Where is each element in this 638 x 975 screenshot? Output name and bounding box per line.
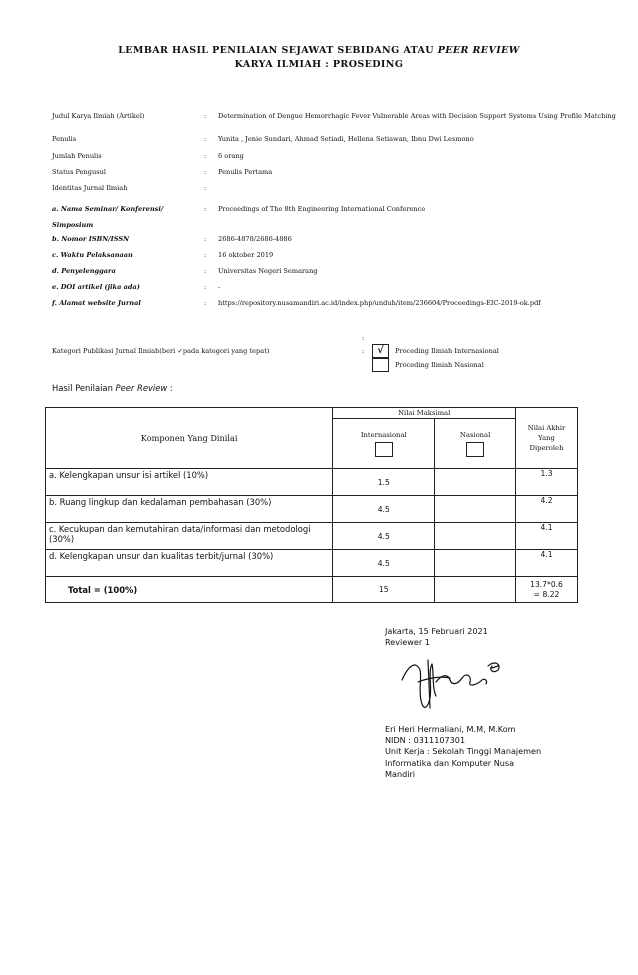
review-heading-italic: Peer Review (115, 383, 168, 393)
field-colon: : (204, 235, 207, 243)
field-label: c. Waktu Pelaksanaan (52, 251, 133, 259)
row-intl: 4.5 (333, 496, 435, 523)
row-nat (435, 469, 516, 496)
row-final: 4.2 (516, 496, 578, 523)
row-final: 4.1 (516, 523, 578, 550)
row-label: b. Ruang lingkup dan kedalaman pembahasan (30%) (46, 496, 333, 523)
field-colon: : (204, 299, 207, 307)
field-colon: : (204, 135, 207, 143)
table-row (46, 496, 578, 523)
category-colon-top: : (362, 334, 365, 342)
field-value: Universitas Negeri Semarang (218, 267, 318, 275)
header-international (333, 419, 435, 469)
field-label: Jumlah Penulis (52, 152, 102, 160)
field-label: b. Nomor ISBN/ISSN (52, 235, 130, 243)
field-colon: : (204, 283, 207, 291)
field-colon: : (204, 152, 207, 160)
category-label: Kategori Publikasi Jurnal Ilmiah(beri ✓pada kategori yang tepat) (52, 347, 270, 355)
category-colon: : (362, 347, 365, 355)
table-total-row (46, 577, 578, 603)
field-value: Penulis Pertama (218, 168, 273, 176)
title-line1: LEMBAR HASIL PENILAIAN SEJAWAT SEBIDANG ATAU (118, 45, 438, 56)
field-value: Proceedings of The 8th Engineering International Conference (218, 205, 426, 213)
field-colon: : (204, 168, 207, 176)
field-value: Determination of Dengue Hemorrhagic Fever Vulnerable Areas with Decision Support Systems Using Profile Matching (218, 112, 616, 120)
signature-details (385, 724, 541, 780)
total-label: Total = (100%) (46, 577, 333, 603)
handwritten-signature (388, 652, 508, 714)
checkbox-international[interactable]: √ (372, 344, 389, 358)
reviewer-unit-line3: Mandiri (385, 768, 416, 779)
title-line1-italic: PEER REVIEW (437, 45, 520, 56)
field-value: Yunita , Jenie Sundari, Ahmad Setiadi, Hellena Setiawan, Ibnu Dwi Lesmono (218, 135, 474, 143)
field-colon: : (204, 184, 207, 192)
review-heading-suffix: : (167, 383, 173, 393)
total-final-formula: 13.7*0.6 (530, 579, 563, 589)
field-colon: : (204, 205, 207, 213)
signature-role: Reviewer 1 (385, 637, 430, 648)
total-final (516, 577, 578, 603)
table-row (46, 550, 578, 577)
row-label: d. Kelengkapan unsur dan kualitas terbit/jurnal (30%) (46, 550, 333, 577)
row-nat (435, 523, 516, 550)
total-final-result: = 8.22 (533, 589, 560, 599)
option-national-label: Proceding Ilmiah Nasional (395, 361, 484, 369)
document-title (0, 45, 638, 56)
checkbox-national[interactable] (372, 358, 389, 372)
row-intl: 4.5 (333, 523, 435, 550)
document-subtitle: KARYA ILMIAH : PROSEDING (234, 59, 404, 70)
header-max-score: Nilai Maksimal (333, 408, 516, 419)
header-final-score: Nilai Akhir Yang Diperoleh (516, 408, 578, 469)
table-row (46, 469, 578, 496)
field-label: Identitas Jurnal Ilmiah (52, 184, 128, 192)
option-international-label: Proceding Ilmiah Internasional (395, 347, 499, 355)
reviewer-name: Eri Heri Hermaliani, M.M, M.Kom (385, 724, 516, 734)
field-colon: : (204, 112, 207, 120)
field-label: Penulis (52, 135, 77, 143)
header-national-label: Nasional (459, 431, 491, 439)
field-colon: : (204, 267, 207, 275)
field-value: - (218, 283, 221, 291)
checkbox-intl-column[interactable] (375, 442, 393, 457)
reviewer-unit-line1: Unit Kerja : Sekolah Tinggi Manajemen (385, 746, 542, 757)
reviewer-unit-line2: Informatika dan Komputer Nusa (385, 757, 515, 768)
header-international-label: Internasional (360, 431, 407, 439)
review-heading (52, 383, 173, 393)
total-intl: 15 (333, 577, 435, 603)
field-label: Judul Karya Ilmiah (Artikel) (52, 112, 145, 120)
field-label: f. Alamat website Jurnal (52, 299, 141, 307)
header-national (435, 419, 516, 469)
field-value: 2686-4878/2686-4886 (218, 235, 292, 243)
field-label: d. Penyelenggara (52, 267, 116, 275)
score-table (45, 407, 578, 603)
field-value: 6 orang (218, 152, 244, 160)
header-component: Komponen Yang Dinilai (46, 408, 333, 469)
row-intl: 4.5 (333, 550, 435, 577)
row-intl: 1.5 (333, 469, 435, 496)
table-row (46, 523, 578, 550)
field-label: Status Pengusul (52, 168, 106, 176)
signature-date: Jakarta, 15 Februari 2021 (385, 626, 488, 636)
field-title (52, 112, 616, 130)
row-final: 1.3 (516, 469, 578, 496)
row-nat (435, 496, 516, 523)
total-nat (435, 577, 516, 603)
row-label: a. Kelengkapan unsur isi artikel (10%) (46, 469, 333, 496)
review-heading-text: Hasil Penilaian (52, 383, 116, 393)
field-value: 16 oktober 2019 (218, 251, 274, 259)
field-colon: : (204, 251, 207, 259)
row-nat (435, 550, 516, 577)
row-final: 4.1 (516, 550, 578, 577)
signature-header (385, 626, 488, 648)
checkbox-nat-column[interactable] (466, 442, 484, 457)
row-label: c. Kecukupan dan kemutahiran data/informasi dan metodologi (30%) (46, 523, 333, 550)
reviewer-nidn: NIDN : 0311107301 (385, 735, 466, 746)
website-link[interactable]: https://repository.nusamandiri.ac.id/index.php/unduh/item/236604/Proceedings-EIC-2019-ok.pdf (218, 299, 541, 307)
field-label: a. Nama Seminar/ Konferensi/ Simposium (52, 205, 164, 229)
field-label: e. DOI artikel (jika ada) (52, 283, 140, 291)
